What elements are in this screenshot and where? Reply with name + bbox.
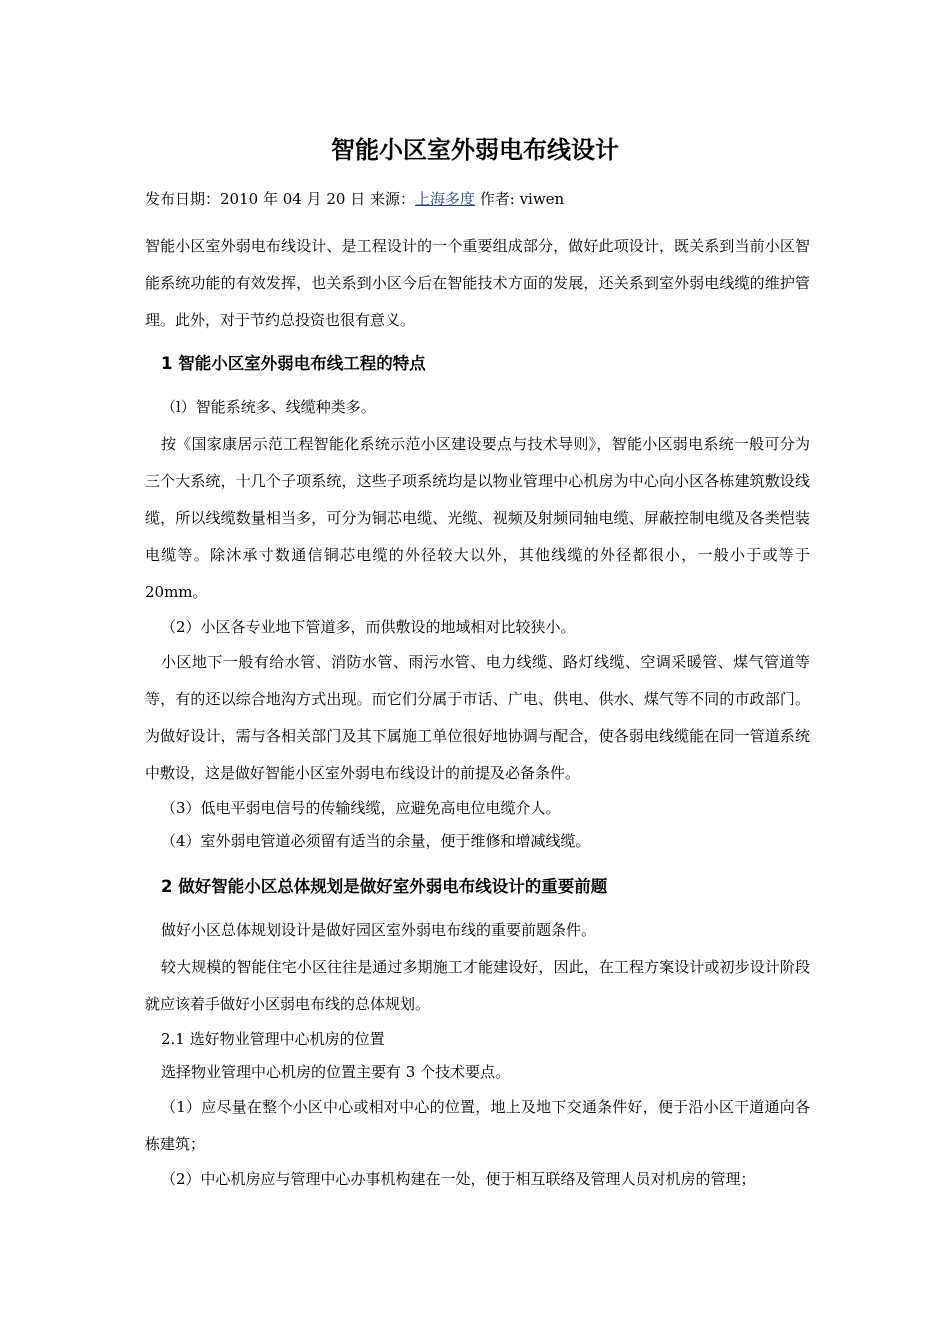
section1-item2: （2）小区各专业地下管道多，而供敷设的地域相对比较狭小。 <box>161 618 576 636</box>
section1-item4: （4）室外弱电管道必须留有适当的余量，便于维修和增减线缆。 <box>161 832 591 850</box>
intro-paragraph: 智能小区室外弱电布线设计、是工程设计的一个重要组成部分，做好此项设计，既关系到当前小区智能系统功能的有效发挥，也关系到小区今后在智能技术方面的发展，还关系到室外弱电线缆的维护管理。此外，对于节约总投资也很有意义。 <box>145 237 810 329</box>
meta-prefix: 发布日期：2010 年 04 月 20 日 来源： <box>145 190 415 208</box>
section1-heading: 1 智能小区室外弱电布线工程的特点 <box>161 354 426 373</box>
publish-meta <box>145 187 564 211</box>
section2-heading: 2 做好智能小区总体规划是做好室外弱电布线设计的重要前题 <box>161 877 608 896</box>
section2-sub1-heading: 2.1 选好物业管理中心机房的位置 <box>161 1030 385 1048</box>
section1-item3: （3）低电平弱电信号的传输线缆，应避免高电位电缆介人。 <box>161 799 561 817</box>
meta-suffix: 作者: viwen <box>474 190 565 208</box>
article-body <box>145 228 810 1196</box>
section2-sub1-para: 选择物业管理中心机房的位置主要有 3 个技术要点。 <box>161 1063 511 1081</box>
source-link[interactable]: 上海多度 <box>414 190 475 208</box>
section2-para1: 做好小区总体规划设计是做好园区室外弱电布线的重要前题条件。 <box>161 921 597 939</box>
section2-sub1-item1: （1）应尽量在整个小区中心或相对中心的位置，地上及地下交通条件好，便于沿小区干道通向各栋建筑； <box>145 1098 810 1153</box>
section1-para2: 小区地下一般有给水管、消防水管、雨污水管、电力线缆、路灯线缆、空调采暖管、煤气管道等等，有的还以综合地沟方式出现。而它们分属于市话、广电、供电、供水、煤气等不同的市政部门。为做好设计，需与各相关部门及其下属施工单位很好地协调与配合，使各弱电线缆能在同一管道系统中敷设，这是做好智能小区室外弱电布线设计的前提及必备条件。 <box>145 653 810 782</box>
section2-para2: 较大规模的智能住宅小区往往是通过多期施工才能建设好，因此，在工程方案设计或初步设计阶段就应该着手做好小区弱电布线的总体规划。 <box>145 958 810 1013</box>
section1-para1: 按《国家康居示范工程智能化系统示范小区建设要点与技术导则》，智能小区弱电系统一般可分为三个大系统，十几个子项系统，这些子项系统均是以物业管理中心机房为中心向小区各栋建筑敷设线缆，所以线缆数量相当多，可分为铜芯电缆、光缆、视频及射频同轴电缆、屏蔽控制电缆及各类恺装电缆等。除沐承寸数通信铜芯电缆的外径较大以外，其他线缆的外径都很小，一般小于或等于 20mm。 <box>145 435 810 601</box>
section1-item1: （l）智能系统多、线缆种类多。 <box>161 398 376 416</box>
document-title: 智能小区室外弱电布线设计 <box>331 136 619 164</box>
section2-sub1-item2: （2）中心机房应与管理中心办事机构建在一处，便于相互联络及管理人员对机房的管理； <box>161 1170 756 1188</box>
